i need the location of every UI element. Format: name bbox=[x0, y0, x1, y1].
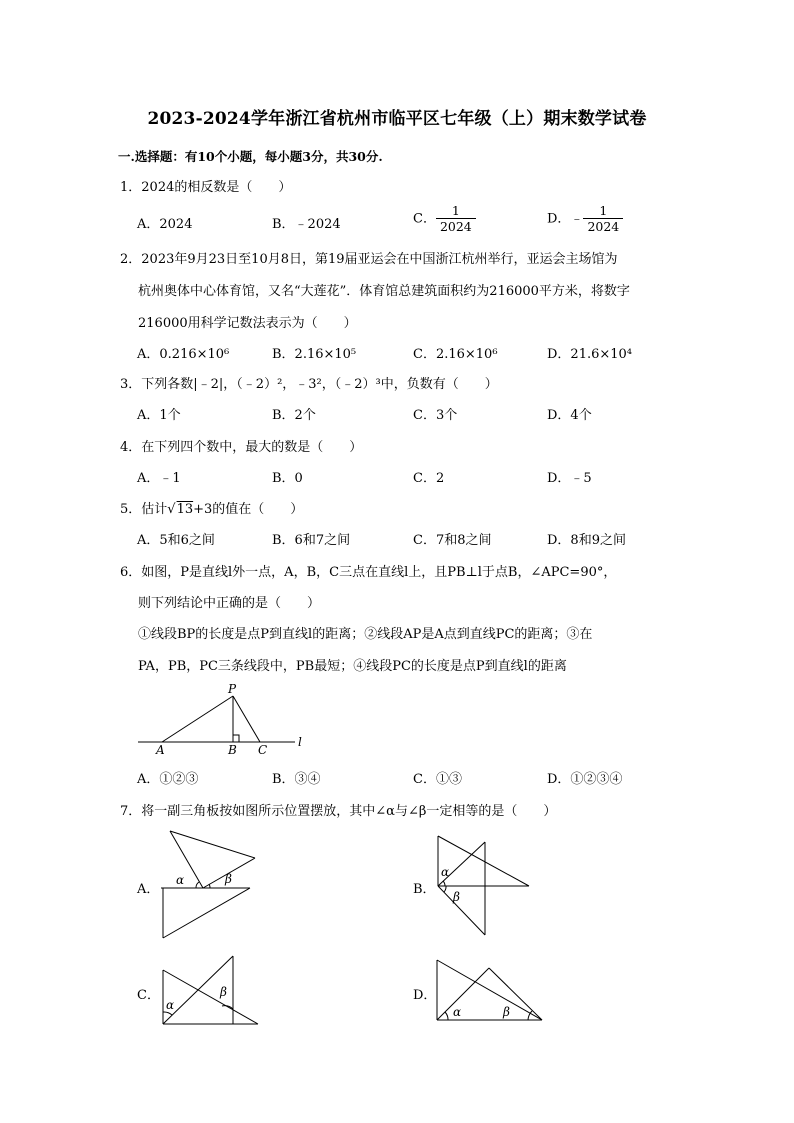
q7-figure-b bbox=[432, 828, 537, 943]
q7-figure-c bbox=[158, 952, 263, 1030]
denominator: 2024 bbox=[583, 218, 623, 234]
question-7-stem: 7．将一副三角板按如图所示位置摆放，其中∠α与∠β一定相等的是（ ） bbox=[120, 804, 557, 819]
q3-option-b: B．2个 bbox=[272, 408, 316, 423]
alpha-label: α bbox=[441, 865, 450, 879]
alpha-label: α bbox=[176, 873, 185, 887]
angle-arc bbox=[444, 886, 446, 892]
fraction bbox=[436, 204, 476, 234]
q5-option-c: C．7和8之间 bbox=[413, 533, 492, 548]
q4-option-d: D．﹣5 bbox=[547, 471, 592, 486]
q5-option-b: B．6和7之间 bbox=[272, 533, 351, 548]
q3-option-a: A．1个 bbox=[137, 408, 181, 423]
question-6-line-1: 6．如图，P是直线l外一点，A，B，C三点在直线l上，且PB⊥l于点B，∠APC=90°， bbox=[120, 565, 617, 580]
q6-figure bbox=[130, 680, 320, 760]
question-6-line-3: ①线段BP的长度是点P到直线l的距离；②线段AP是A点到直线PC的距离；③在 bbox=[138, 627, 593, 642]
q1-option-c bbox=[413, 204, 476, 234]
question-2-line-2: 杭州奥体中心体育馆，又名“大莲花”．体育馆总建筑面积约为216000平方米，将数字 bbox=[138, 284, 630, 299]
q4-option-a: A．﹣1 bbox=[137, 471, 181, 486]
q1-option-a: A．2024 bbox=[137, 217, 193, 232]
angle-arc bbox=[445, 1012, 448, 1020]
label-b: B bbox=[228, 743, 237, 757]
q1-option-c-label: C． bbox=[413, 211, 436, 227]
q6-option-d: D．①②③④ bbox=[547, 772, 623, 787]
label-a: A bbox=[156, 743, 165, 757]
alpha-label: α bbox=[453, 1005, 462, 1019]
q1-option-d bbox=[547, 204, 623, 234]
q7-figure-a bbox=[158, 828, 263, 943]
q7-option-b-label: B． bbox=[413, 882, 436, 897]
q7-option-d-label: D． bbox=[413, 988, 437, 1003]
question-5-stem bbox=[120, 498, 303, 517]
q7-option-c-label: C． bbox=[137, 988, 160, 1003]
question-2-line-1: 2．2023年9月23日至10月8日，第19届亚运会在中国浙江杭州举行，亚运会主场馆为 bbox=[120, 252, 618, 267]
q7-option-a-label: A． bbox=[137, 882, 160, 897]
beta-label: β bbox=[503, 1005, 510, 1019]
fraction bbox=[583, 204, 623, 234]
q2-option-c: C．2.16×10⁶ bbox=[413, 347, 498, 362]
q4-option-b: B．0 bbox=[272, 471, 303, 486]
angle-arc bbox=[209, 884, 210, 888]
numerator: 1 bbox=[599, 203, 608, 218]
angle-arc bbox=[163, 1012, 172, 1015]
question-3-stem: 3．下列各数|﹣2|，（﹣2）²，﹣3²，（﹣2）³中，负数有（ ） bbox=[120, 377, 498, 392]
q6-option-a: A．①②③ bbox=[137, 772, 199, 787]
q3-option-d: D．4个 bbox=[547, 408, 592, 423]
section-heading: 一.选择题：有10个小题，每小题3分，共30分. bbox=[118, 149, 383, 164]
sqrt-radicand: 13 bbox=[176, 502, 194, 517]
question-2-line-3: 216000用科学记数法表示为（ ） bbox=[138, 316, 357, 331]
q2-option-b: B．2.16×10⁵ bbox=[272, 347, 357, 362]
label-c: C bbox=[258, 743, 268, 757]
q5-option-a: A．5和6之间 bbox=[137, 533, 215, 548]
right-angle-mark bbox=[233, 735, 239, 742]
label-p: P bbox=[228, 682, 237, 696]
q1-option-b: B．﹣2024 bbox=[272, 217, 341, 232]
alpha-label: α bbox=[166, 998, 175, 1012]
q6-option-b: B．③④ bbox=[272, 772, 321, 787]
q5-stem-suffix: +3的值在（ ） bbox=[193, 502, 304, 517]
segment-ap bbox=[162, 696, 233, 742]
label-l: l bbox=[298, 735, 302, 749]
beta-label: β bbox=[225, 872, 232, 886]
question-6-line-4: PA，PB，PC三条线段中，PB最短；④线段PC的长度是点P到直线l的距离 bbox=[138, 659, 567, 674]
q1-option-d-label: D．﹣ bbox=[547, 211, 584, 227]
beta-label: β bbox=[220, 985, 227, 999]
q2-option-d: D．21.6×10⁴ bbox=[547, 347, 633, 362]
q3-option-c: C．3个 bbox=[413, 408, 458, 423]
q6-option-c: C．①③ bbox=[413, 772, 462, 787]
page-title: 2023-2024学年浙江省杭州市临平区七年级（上）期末数学试卷 bbox=[147, 109, 647, 129]
angle-arc bbox=[443, 881, 445, 886]
question-6-line-2: 则下列结论中正确的是（ ） bbox=[138, 596, 321, 611]
sqrt-sign: √ bbox=[167, 502, 176, 517]
question-1-stem: 1．2024的相反数是（ ） bbox=[120, 180, 292, 195]
numerator: 1 bbox=[451, 203, 460, 218]
q5-stem-prefix: 5．估计 bbox=[120, 502, 168, 517]
q4-option-c: C．2 bbox=[413, 471, 445, 486]
angle-arc bbox=[196, 882, 199, 888]
denominator: 2024 bbox=[436, 218, 476, 234]
set-square-edge bbox=[163, 888, 250, 938]
q7-figure-d bbox=[432, 952, 547, 1030]
question-4-stem: 4．在下列四个数中，最大的数是（ ） bbox=[120, 440, 363, 455]
q2-option-a: A．0.216×10⁶ bbox=[137, 347, 230, 362]
beta-label: β bbox=[453, 890, 460, 904]
q5-option-d: D．8和9之间 bbox=[547, 533, 626, 548]
set-square-edge bbox=[438, 886, 485, 935]
